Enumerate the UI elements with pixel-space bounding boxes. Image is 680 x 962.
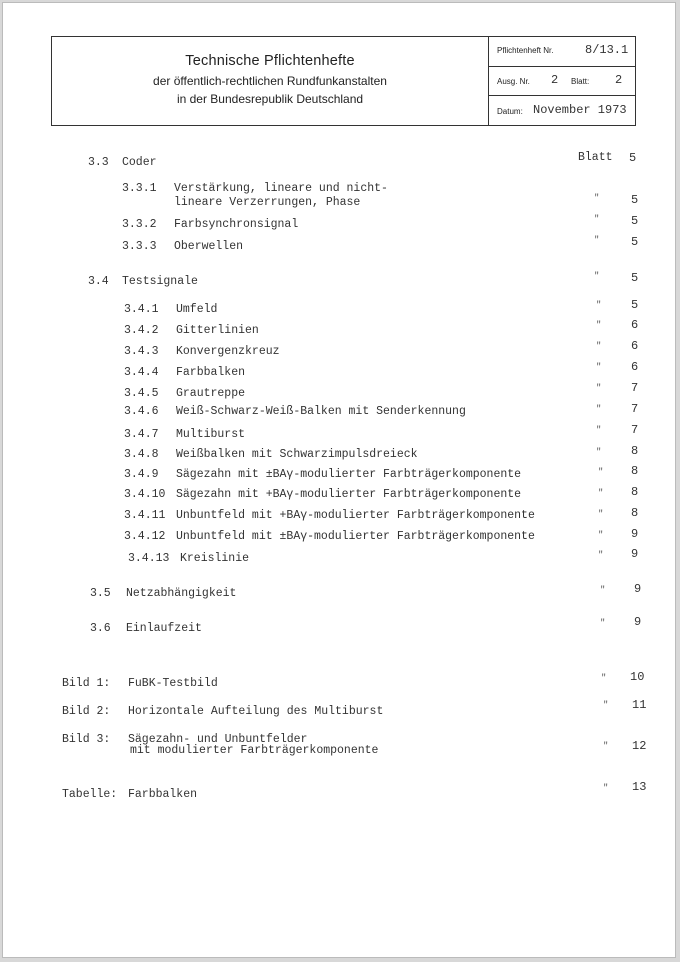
page-number: 9 [631,547,639,561]
section-number: 3.4.7 [124,428,159,441]
ditto-mark: " [598,488,604,498]
page-number: 6 [631,318,639,332]
section-number: 3.4.6 [124,405,159,418]
ditto-mark: " [596,447,602,457]
ditto-mark: " [603,783,609,793]
ditto-mark: " [596,300,602,310]
page-number: 8 [631,485,639,499]
ditto-mark: " [603,741,609,751]
figure-label: Bild 1: [62,677,111,690]
ditto-mark: " [601,673,607,683]
page-number: 10 [630,670,645,684]
figure-title-line2: mit modulierter Farbträgerkomponente [130,744,379,757]
section-number: 3.4.9 [124,468,159,481]
page-number: 13 [632,780,647,794]
page-number: 9 [634,615,642,629]
ditto-mark: " [600,585,606,595]
ditto-mark: " [594,235,600,245]
ditto-mark: " [598,530,604,540]
section-number: 3.4.8 [124,448,159,461]
ditto-mark: " [594,193,600,203]
section-title: Testsignale [122,275,198,288]
section-title: Gitterlinien [176,324,259,337]
section-number: 3.3.2 [122,218,157,231]
section-number: 3.4.4 [124,366,159,379]
section-title-line2: lineare Verzerrungen, Phase [174,196,361,209]
page-number: 5 [629,151,637,165]
section-title: Konvergenzkreuz [176,345,280,358]
section-title: Umfeld [176,303,218,316]
ditto-mark: " [603,700,609,710]
document-header [51,36,636,126]
page-number: 7 [631,402,639,416]
page-number: 8 [631,464,639,478]
ditto-mark: " [596,383,602,393]
section-title: Weiß-Schwarz-Weiß-Balken mit Senderkennung [176,405,466,418]
section-title: Oberwellen [174,240,244,253]
header-title: Technische Pflichtenhefte [185,53,355,69]
figure-label: Bild 3: [62,733,111,746]
section-number: 3.4.11 [124,509,166,522]
pflichtenheft-cell [489,37,636,67]
page-number: 6 [631,360,639,374]
section-title: Netzabhängigkeit [126,587,237,600]
section-title: Weißbalken mit Schwarzimpulsdreieck [176,448,418,461]
pflichtenheft-label: Pflichtenheft Nr. [497,46,554,55]
blatt-value: 2 [615,73,623,87]
blatt-label: Blatt: [571,77,590,86]
page-number: 5 [631,271,639,285]
page-number: 5 [631,214,639,228]
ditto-mark: " [594,214,600,224]
page-number: 12 [632,739,647,753]
header-subtitle-1: der öffentlich-rechtlichen Rundfunkanstalten [153,74,387,88]
ditto-mark: " [596,320,602,330]
page-number: 9 [631,527,639,541]
ditto-mark: " [596,362,602,372]
ditto-mark: " [600,618,606,628]
section-title: Sägezahn mit ±BAγ-modulierter Farbträgerkomponente [176,468,522,481]
section-number: 3.5 [90,587,111,600]
datum-value: November 1973 [533,103,627,117]
header-subtitle-2: in der Bundesrepublik Deutschland [176,92,364,106]
page-number: 7 [631,423,639,437]
page-number: 5 [631,298,639,312]
ditto-mark: " [598,467,604,477]
section-number: 3.3.3 [122,240,157,253]
section-title: Einlaufzeit [126,622,202,635]
ditto-mark: " [596,404,602,414]
section-title: Unbuntfeld mit +BAγ-modulierter Farbträgerkomponente [176,509,535,522]
datum-label: Datum: [497,107,523,116]
blatt-column-heading: Blatt [578,151,613,164]
ausgabe-cell [489,66,636,96]
figure-label: Bild 2: [62,705,111,718]
figure-title: Horizontale Aufteilung des Multiburst [128,705,384,718]
section-title: Coder [122,156,157,169]
section-number: 3.4.2 [124,324,159,337]
section-number: 3.4.13 [128,552,170,565]
figure-title: Farbbalken [128,788,198,801]
ditto-mark: " [594,271,600,281]
page-number: 5 [631,235,639,249]
section-title: Sägezahn mit +BAγ-modulierter Farbträgerkomponente [176,488,522,501]
section-number: 3.4.12 [124,530,166,543]
page-number: 5 [631,193,639,207]
section-number: 3.4.3 [124,345,159,358]
section-number: 3.4 [88,275,109,288]
page-number: 8 [631,444,639,458]
ditto-mark: " [596,425,602,435]
ditto-mark: " [596,341,602,351]
page-number: 9 [634,582,642,596]
page-number: 7 [631,381,639,395]
section-number: 3.4.10 [124,488,166,501]
ausgabe-value: 2 [551,73,559,87]
ditto-mark: " [598,509,604,519]
section-number: 3.3 [88,156,109,169]
section-title: Grautreppe [176,387,246,400]
page-number: 6 [631,339,639,353]
section-number: 3.4.5 [124,387,159,400]
section-title: Farbbalken [176,366,246,379]
page-number: 11 [632,698,647,712]
section-title: Unbuntfeld mit ±BAγ-modulierter Farbträgerkomponente [176,530,535,543]
section-number: 3.4.1 [124,303,159,316]
section-title: Multiburst [176,428,246,441]
pflichtenheft-value: 8/13.1 [585,43,629,57]
figure-title: FuBK-Testbild [128,677,218,690]
header-meta-block [488,37,636,125]
figure-label: Tabelle: [62,788,118,801]
section-number: 3.3.1 [122,182,157,195]
section-title: Kreislinie [180,552,250,565]
figure-title: Sägezahn- und Unbuntfelder [128,733,308,746]
ditto-mark: " [598,550,604,560]
section-title: Verstärkung, lineare und nicht- [174,182,388,195]
datum-cell [489,95,636,125]
ausgabe-label: Ausg. Nr. [497,77,530,86]
header-title-block [52,37,488,125]
page-number: 8 [631,506,639,520]
section-number: 3.6 [90,622,111,635]
section-title: Farbsynchronsignal [174,218,299,231]
